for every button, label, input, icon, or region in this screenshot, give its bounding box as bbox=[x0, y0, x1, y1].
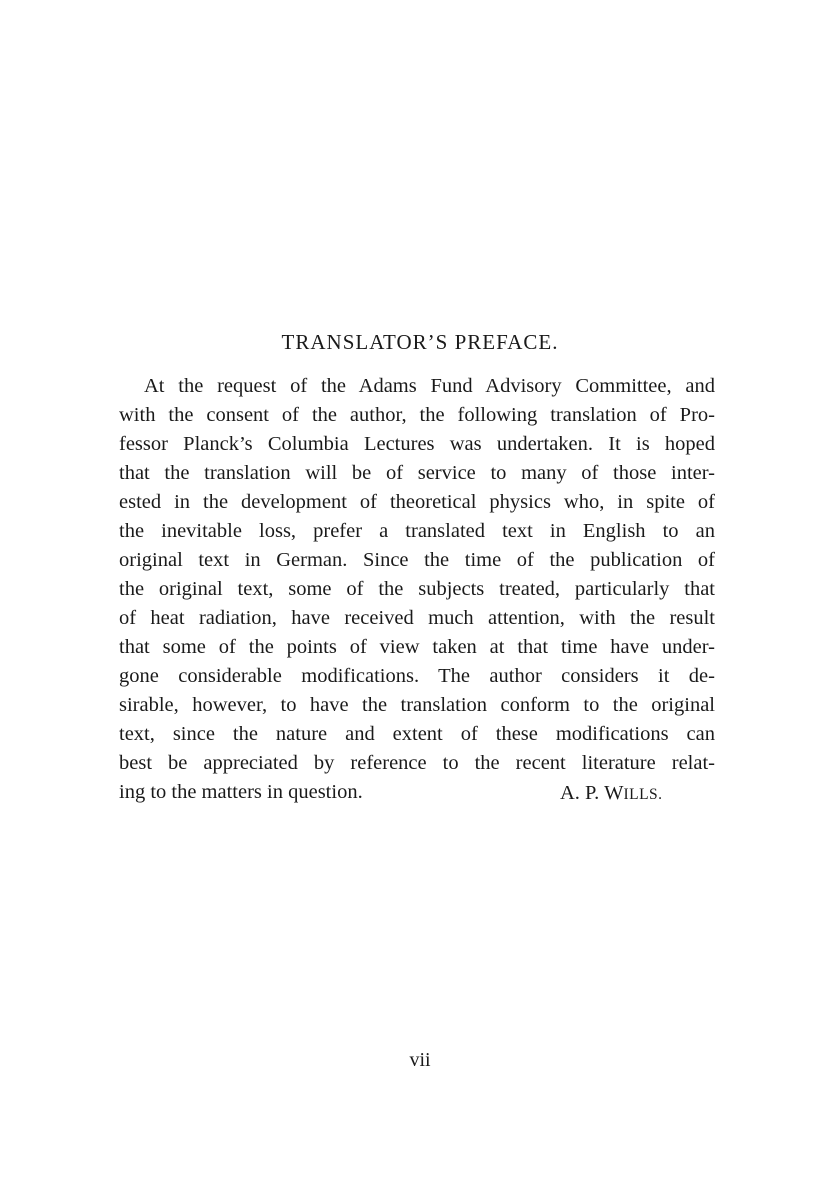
paragraph-line: sirable, however, to have the translation conform to the original bbox=[119, 694, 715, 716]
translator-signature bbox=[560, 779, 663, 809]
page-title: TRANSLATOR’S PREFACE. bbox=[281, 330, 559, 354]
paragraph-line: ing to the matters in question. bbox=[119, 781, 363, 803]
paragraph-line: best be appreciated by reference to the recent literature relat- bbox=[119, 752, 715, 774]
signature-initials: A. P. bbox=[560, 782, 605, 804]
paragraph-line: of heat radiation, have received much attention, with the result bbox=[119, 607, 715, 629]
paragraph-line: the inevitable loss, prefer a translated text in English to an bbox=[119, 520, 715, 542]
paragraph-line: that the translation will be of service to many of those inter- bbox=[119, 462, 715, 484]
signature-surname-rest: ILLS. bbox=[623, 786, 663, 803]
paragraph-line: with the consent of the author, the following translation of Pro- bbox=[119, 404, 715, 426]
paragraph-line: text, since the nature and extent of these modifications can bbox=[119, 723, 715, 745]
paragraph-line: fessor Planck’s Columbia Lectures was undertaken. It is hoped bbox=[119, 433, 715, 455]
paragraph-line: the original text, some of the subjects treated, particularly that bbox=[119, 578, 715, 600]
paragraph-line: ested in the development of theoretical physics who, in spite of bbox=[119, 491, 715, 513]
signature-surname-initial: W bbox=[604, 782, 624, 804]
paragraph-line: gone considerable modifications. The author considers it de- bbox=[119, 665, 715, 687]
preface-paragraph bbox=[119, 372, 715, 807]
paragraph-line: At the request of the Adams Fund Advisory Committee, and bbox=[144, 375, 715, 397]
paragraph-line: that some of the points of view taken at that time have under- bbox=[119, 636, 715, 658]
page-number: vii bbox=[409, 1049, 431, 1071]
paragraph-line: original text in German. Since the time of the publication of bbox=[119, 549, 715, 571]
